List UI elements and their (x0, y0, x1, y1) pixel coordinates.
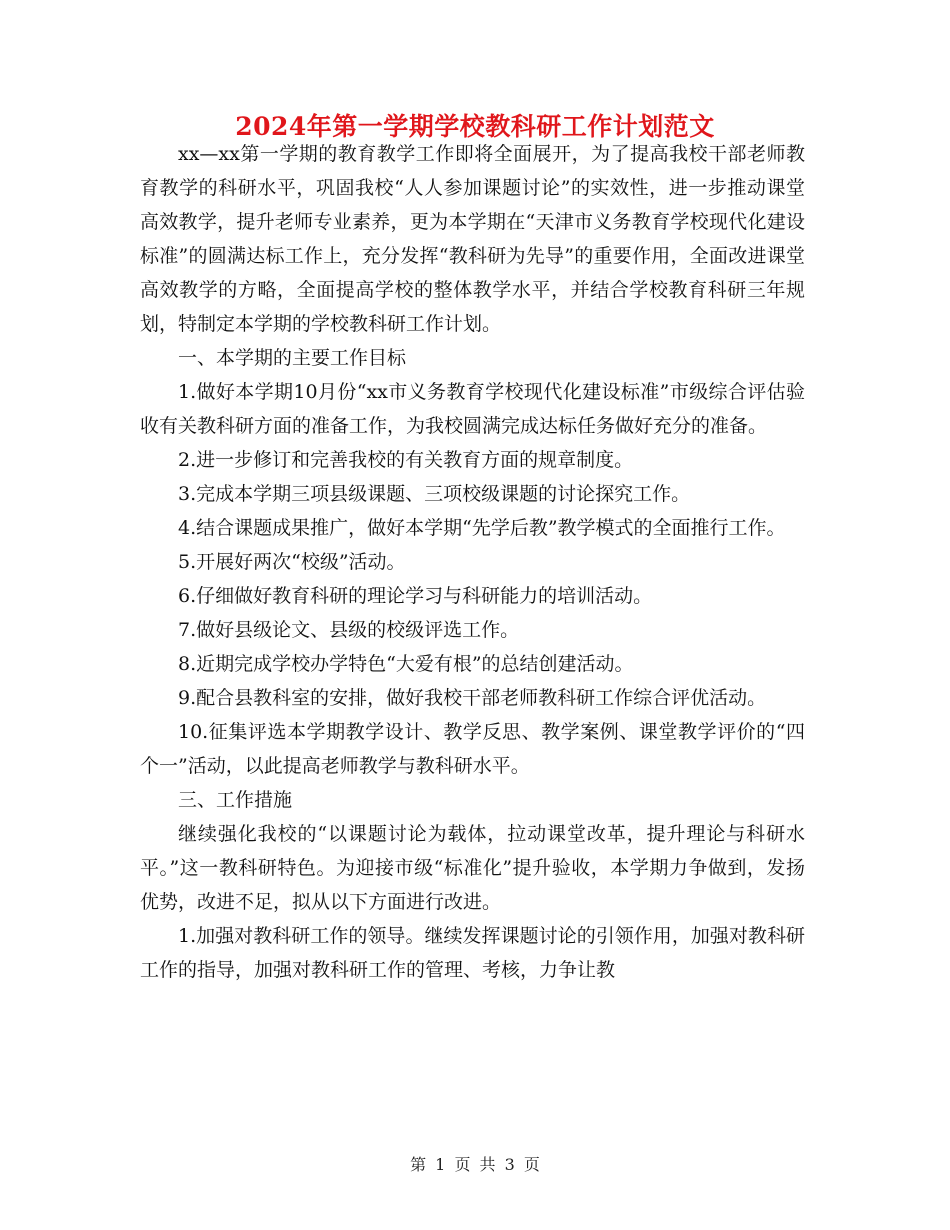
goal-item-9: 9.配合县教科室的安排，做好我校干部老师教科研工作综合评优活动。 (178, 687, 767, 709)
goal-item-8: 8.近期完成学校办学特色“大爱有根”的总结创建活动。 (178, 653, 634, 675)
goal-item-6: 6.仔细做好教育科研的理论学习与科研能力的培训活动。 (178, 585, 653, 607)
paragraph-intro: xx—xx第一学期的教育教学工作即将全面展开，为了提高我校干部老师教育教学的科研水平，巩固我校“人人参加课题讨论”的实效性，进一步推动课堂高效教学，提升老师专业素养，更为本学期在“天津市义务教育学校现代化建设标准”的圆满达标工作上，充分发挥“教科研为先导”的重要作用，全面改进课堂高效教学的方略，全面提高学校的整体教学水平，并结合学校教育科研三年规划，特制定本学期的学校教科研工作计划。 (140, 143, 805, 335)
goal-item-3: 3.完成本学期三项县级课题、三项校级课题的讨论探究工作。 (178, 483, 691, 505)
goal-item-7: 7.做好县级论文、县级的校级评选工作。 (178, 619, 520, 641)
goal-item-4: 4.结合课题成果推广，做好本学期“先学后教”教学模式的全面推行工作。 (178, 517, 786, 539)
paragraph-measures-intro: 继续强化我校的“以课题讨论为载体，拉动课堂改革，提升理论与科研水平。”这一教科研特色。为迎接市级“标准化”提升验收，本学期力争做到，发扬优势，改进不足，拟从以下方面进行改进。 (140, 823, 805, 913)
section-heading-measures: 三、工作措施 (178, 789, 293, 811)
section-heading-goals: 一、本学期的主要工作目标 (178, 347, 407, 369)
goal-item-10: 10.征集评选本学期教学设计、教学反思、教学案例、课堂教学评价的“四个一”活动，以此提高老师教学与教科研水平。 (140, 721, 805, 777)
page-footer: 第 1 页 共 3 页 (410, 1155, 540, 1174)
document-title: 2024年第一学期学校教科研工作计划范文 (235, 112, 715, 141)
goal-item-2: 2.进一步修订和完善我校的有关教育方面的规章制度。 (178, 449, 634, 471)
document-body (140, 137, 805, 987)
measure-item-1: 1.加强对教科研工作的领导。继续发挥课题讨论的引领作用，加强对教科研工作的指导，加强对教科研工作的管理、考核，力争让教 (140, 925, 805, 981)
goal-item-1: 1.做好本学期10月份“xx市义务教育学校现代化建设标准”市级综合评估验收有关教科研方面的准备工作，为我校圆满完成达标任务做好充分的准备。 (140, 381, 805, 437)
goal-item-5: 5.开展好两次“校级”活动。 (178, 551, 406, 573)
